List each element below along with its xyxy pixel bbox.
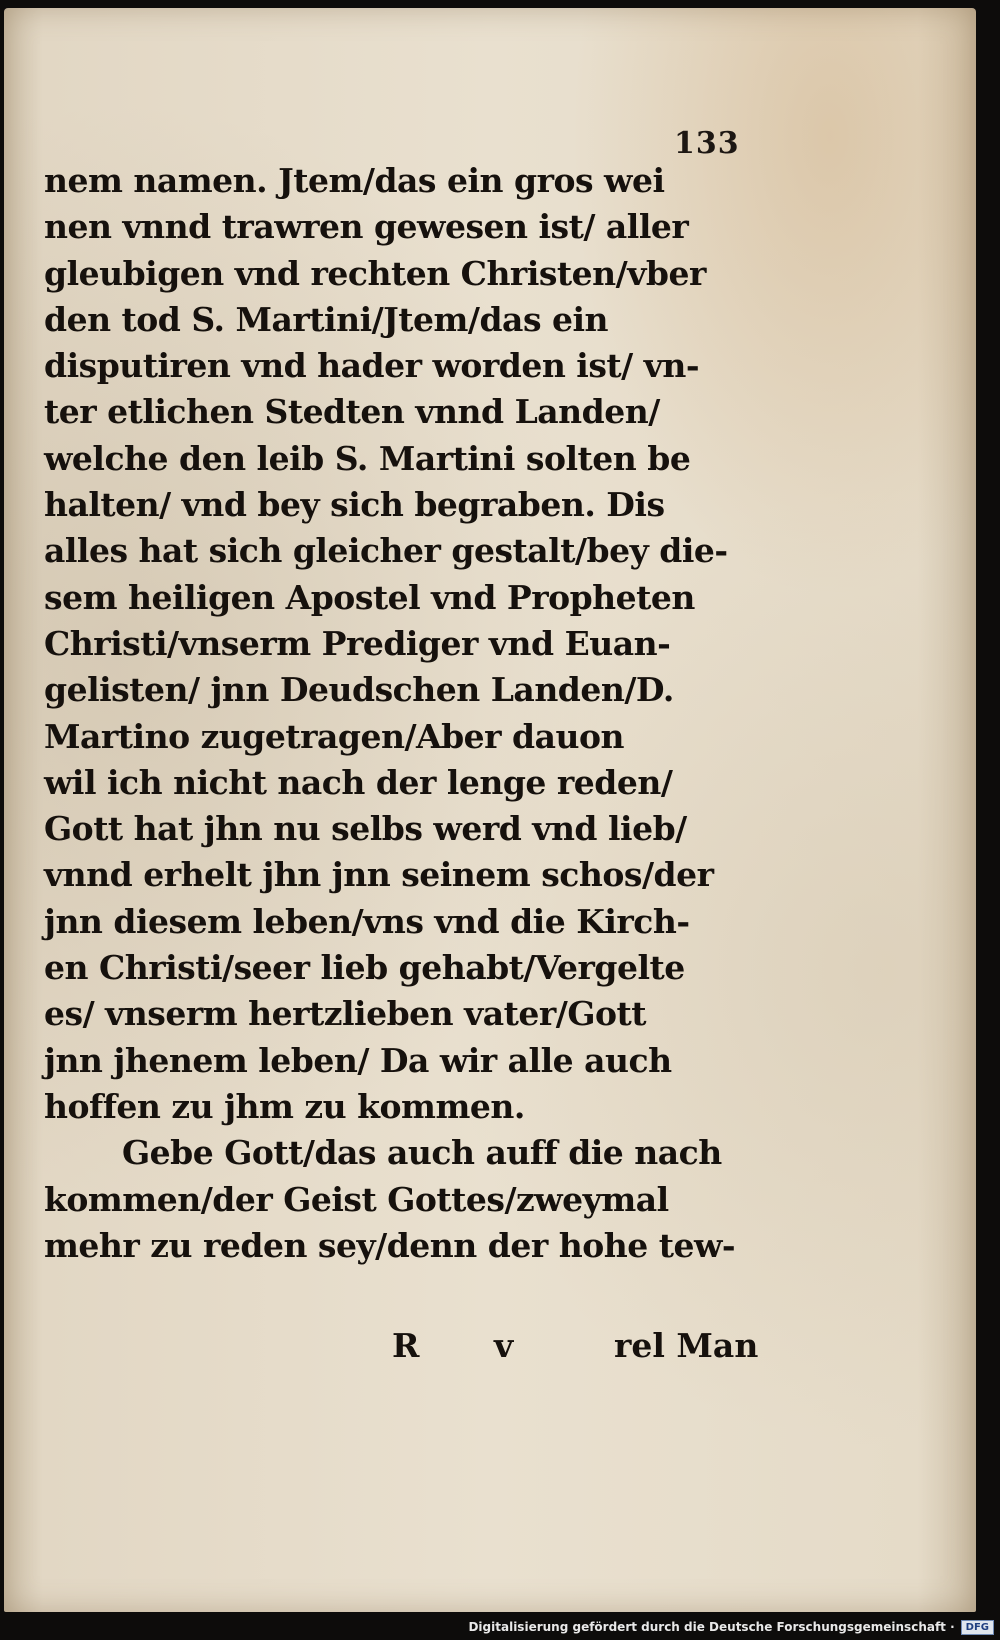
- signature-mark: R: [392, 1326, 420, 1365]
- text-line: disputiren vnd hader worden ist/ vn-: [44, 346, 700, 386]
- text-line: vnnd erhelt jhn jnn seinem schos/der: [44, 855, 714, 895]
- catchword: rel Man: [614, 1326, 759, 1365]
- footer: [468, 1618, 994, 1636]
- text-line: den tod S. Martini/Jtem/das ein: [44, 299, 609, 339]
- text-line: Gott hat jhn nu selbs werd vnd lieb/: [44, 809, 687, 849]
- text-line: gelisten/ jnn Deudschen Landen/D.: [44, 670, 674, 710]
- text-line: alles hat sich gleicher gestalt/bey die-: [44, 531, 728, 571]
- text-line: nem namen. Jtem/das ein gros wei: [44, 161, 665, 200]
- text-line: welche den leib S. Martini solten be: [44, 438, 691, 478]
- text-line: halten/ vnd bey sich begraben. Dis: [44, 485, 665, 525]
- text-line: Christi/vnserm Prediger vnd Euan-: [44, 623, 671, 663]
- book-page: [4, 8, 976, 1612]
- text-line: gleubigen vnd rechten Christen/vber: [44, 253, 706, 293]
- signature-mark-2: v: [494, 1326, 514, 1365]
- text-line: jnn jhenem leben/ Da wir alle auch: [44, 1040, 672, 1080]
- text-line: ter etlichen Stedten vnnd Landen/: [44, 392, 660, 432]
- text-line: es/ vnserm hertzlieben vater/Gott: [44, 994, 647, 1034]
- text-line: Gebe Gott/das auch auff die nach: [122, 1133, 722, 1173]
- footer-credit: Digitalisierung gefördert durch die Deutsche Forschungsgemeinschaft ·: [468, 1620, 955, 1634]
- text-line: sem heiligen Apostel vnd Propheten: [44, 577, 695, 617]
- dfg-logo-icon: DFG: [961, 1620, 994, 1635]
- text-line: hoffen zu jhm zu kommen.: [44, 1086, 525, 1126]
- text-block: [44, 158, 749, 1269]
- catchword-line: [4, 1326, 764, 1376]
- page-number: 133: [674, 126, 740, 161]
- text-line: nen vnnd trawren gewesen ist/ aller: [44, 207, 689, 247]
- text-line: mehr zu reden sey/denn der hohe tew-: [44, 1225, 736, 1265]
- text-line: jnn diesem leben/vns vnd die Kirch-: [44, 901, 690, 941]
- text-line: wil ich nicht nach der lenge reden/: [44, 762, 673, 802]
- text-line: Martino zugetragen/Aber dauon: [44, 716, 624, 756]
- text-line: kommen/der Geist Gottes/zweymal: [44, 1179, 669, 1219]
- text-line: en Christi/seer lieb gehabt/Vergelte: [44, 948, 685, 988]
